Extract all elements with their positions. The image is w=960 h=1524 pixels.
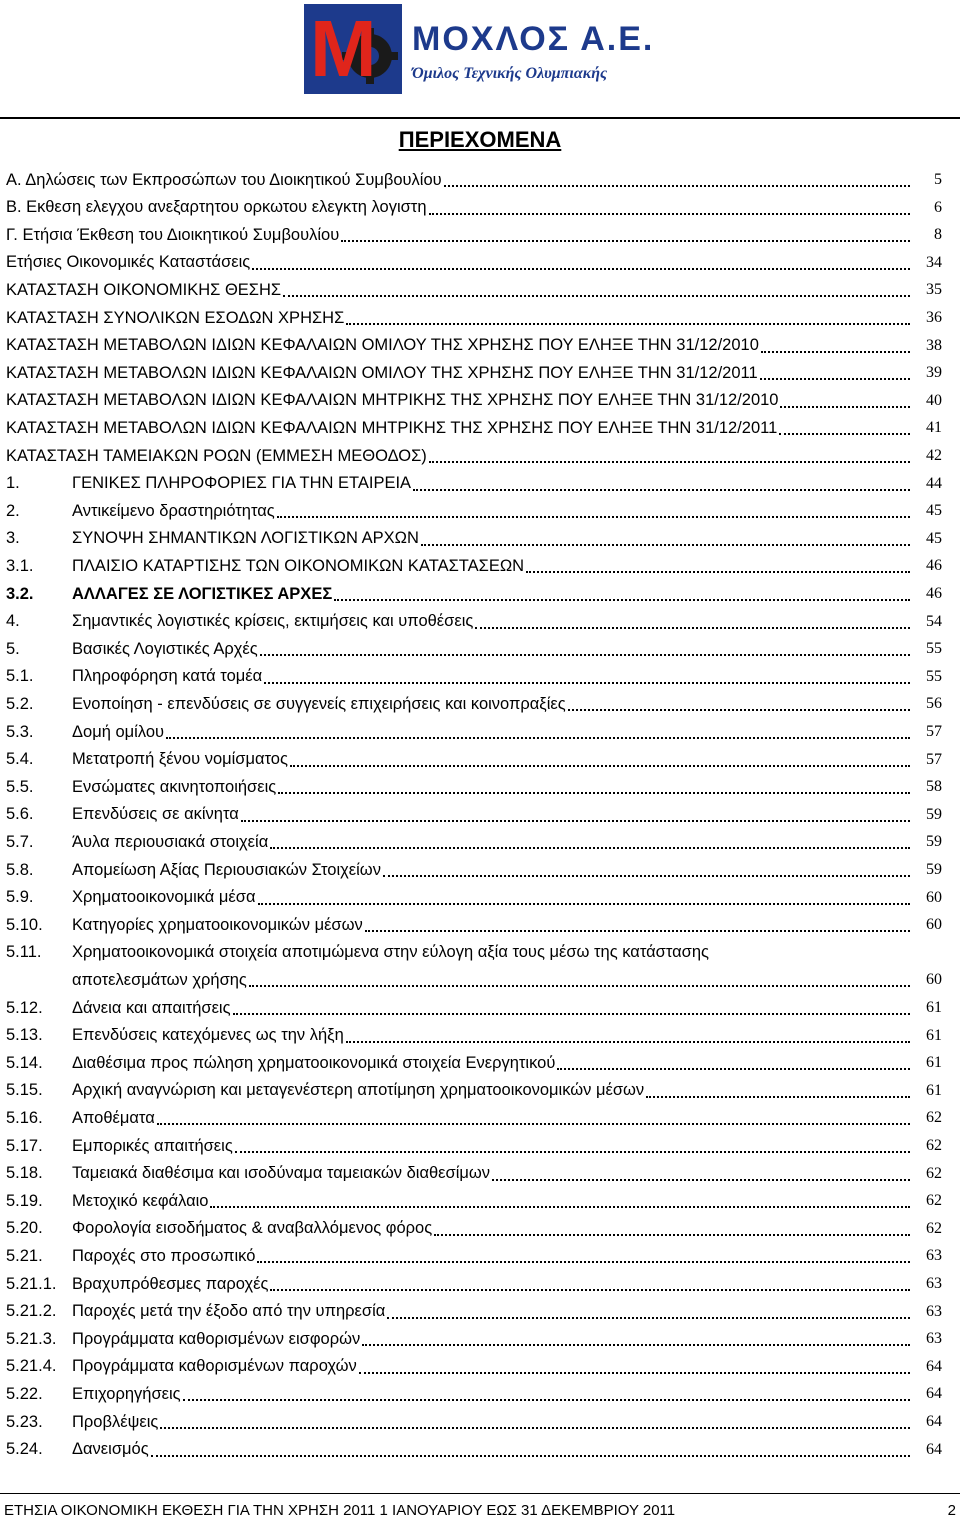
toc-entry[interactable] [0,221,960,249]
toc-dot-leader [429,212,910,215]
toc-entry-text: Αποθέματα [72,1108,155,1127]
toc-dot-leader [421,543,910,546]
toc-entry-text: Αρχική αναγνώριση και μεταγενέστερη αποτίμηση χρηματοοικονομικών μέσων [72,1081,645,1100]
toc-entry[interactable] [0,690,960,718]
toc-entry-page: 64 [926,1357,942,1375]
toc-dot-leader [290,764,910,767]
toc-entry-number: 5.22. [6,1384,43,1403]
toc-entry-page: 62 [926,1219,942,1237]
toc-dot-leader [346,322,910,325]
toc-entry-number: 3.2. [6,584,34,603]
toc-entry-text: Άυλα περιουσιακά στοιχεία [72,832,269,851]
toc-dot-leader [492,1178,910,1181]
toc-entry-number: 5.24. [6,1440,43,1459]
toc-entry-page: 64 [926,1385,942,1403]
toc-dot-leader [387,1316,910,1319]
toc-entry-text: Χρηματοοικονομικά στοιχεία αποτιμώμενα στην εύλογη αξία τους μέσω της κατάστασης [72,943,709,962]
toc-entry-page: 41 [926,419,942,437]
toc-entry[interactable] [0,1298,960,1326]
toc-entry-page: 45 [926,529,942,547]
toc-entry-page: 42 [926,447,942,464]
toc-entry-text: ΚΑΤΑΣΤΑΣΗ ΜΕΤΑΒΟΛΩΝ ΙΔΙΩΝ ΚΕΦΑΛΑΙΩΝ ΜΗΤΡΙΚΗΣ ΤΗΣ ΧΡΗΣΗΣ ΠΟΥ ΕΛΗΞΕ ΤΗΝ 31/12/2011 [6,418,778,437]
toc-entry[interactable] [0,1215,960,1243]
toc-dot-leader [365,929,910,932]
toc-entry-number: 5.12. [6,998,43,1017]
toc-entry[interactable] [0,359,960,387]
toc-entry[interactable] [0,828,960,856]
toc-entry-text: ΣΥΝΟΨΗ ΣΗΜΑΝΤΙΚΩΝ ΛΟΓΙΣΤΙΚΩΝ ΑΡΧΩΝ [72,529,419,548]
toc-entry-number: 5.9. [6,888,34,907]
toc-dot-leader [780,405,910,408]
toc-entry[interactable] [0,663,960,691]
toc-entry-number: 3.1. [6,556,34,575]
toc-entry-text: ΠΛΑΙΣΙΟ ΚΑΤΑΡΤΙΣΗΣ ΤΩΝ ΟΙΚΟΝΟΜΙΚΩΝ ΚΑΤΑΣΤΑΣΕΩΝ [72,556,525,575]
toc-entry-number: 5.7. [6,832,34,851]
toc-entry-page: 57 [926,723,942,740]
toc-entry-page: 61 [926,1081,942,1099]
toc-entry[interactable] [0,332,960,360]
toc-entry-page: 8 [934,226,942,244]
toc-entry-text: Πληροφόρηση κατά τομέα [72,667,263,686]
toc-entry-number: 5.18. [6,1164,43,1183]
toc-dot-leader [341,239,910,242]
toc-entry-page: 34 [926,253,942,271]
toc-entry[interactable] [0,856,960,884]
toc-entry-text: Γ. Ετήσια Έκθεση του Διοικητικού Συμβουλίου [6,225,340,244]
toc-entry-text: Δάνεια και απαιτήσεις [72,998,231,1017]
toc-dot-leader [413,488,910,491]
toc-dot-leader [434,1233,910,1236]
toc-entry-page: 63 [926,1302,942,1320]
toc-entry[interactable] [0,1436,960,1464]
toc-dot-leader [270,846,910,849]
toc-entry-page: 61 [926,999,942,1016]
toc-entry-number: 5.21.4. [6,1357,57,1376]
toc-entry-number: 5.8. [6,860,34,879]
toc-entry[interactable] [0,1049,960,1077]
toc-entry-text: Ταμειακά διαθέσιμα και ισοδύναμα ταμειακών διαθεσίμων [72,1164,491,1183]
company-logo [304,4,666,94]
toc-entry-number: 4. [6,612,20,631]
logo-letter: M [310,4,377,93]
toc-entry-page: 61 [926,1026,942,1044]
toc-entry-text: Σημαντικές λογιστικές κρίσεις, εκτιμήσεις και υποθέσεις [72,612,474,631]
toc-entry-page: 62 [926,1137,942,1154]
toc-entry-text: Ενσώματες ακινητοποιήσεις [72,777,277,796]
toc-entry[interactable] [0,1132,960,1160]
toc-entry-number: 5.2. [6,694,34,713]
toc-entry[interactable] [0,939,960,967]
toc-dot-leader [278,791,910,794]
toc-entry-text: Δανεισμός [72,1440,149,1459]
toc-entry[interactable] [0,166,960,194]
toc-entry-page: 62 [926,1192,942,1210]
toc-dot-leader [383,874,910,877]
toc-entry-page: 60 [926,916,942,934]
toc-entry-number: 5.17. [6,1136,43,1155]
toc-entry-number: 5.10. [6,915,43,934]
toc-entry-page: 44 [926,474,942,492]
toc-entry-page: 39 [926,364,942,382]
toc-entry-number: 2. [6,501,20,520]
toc-entry-number: 5.11. [6,943,42,962]
toc-entry[interactable] [0,608,960,636]
toc-entry-text: Βασικές Λογιστικές Αρχές [72,639,258,658]
toc-dot-leader [157,1122,910,1125]
toc-entry-text: Επιχορηγήσεις [72,1384,181,1403]
toc-entry-page: 38 [926,336,942,354]
toc-entry[interactable] [0,525,960,553]
toc-entry-text: Χρηματοοικονομικά μέσα [72,888,256,907]
toc-entry-text: Δομή ομίλου [72,722,165,741]
toc-entry-text: ΚΑΤΑΣΤΑΣΗ ΜΕΤΑΒΟΛΩΝ ΙΔΙΩΝ ΚΕΦΑΛΑΙΩΝ ΜΗΤΡΙΚΗΣ ΤΗΣ ΧΡΗΣΗΣ ΠΟΥ ΕΛΗΞΕ ΤΗΝ 31/12/2010 [6,391,779,410]
toc-dot-leader [258,902,911,905]
toc-entry-number: 5.1. [6,667,34,686]
toc-entry-text: Κατηγορίες χρηματοοικονομικών μέσων [72,915,363,934]
toc-dot-leader [260,653,910,656]
footer-divider [0,1493,960,1494]
toc-entry[interactable] [0,1408,960,1436]
toc-entry-text: Μετοχικό κεφάλαιο [72,1191,209,1210]
toc-entry-number: 1. [6,474,20,493]
toc-entry-text: Β. Εκθεση ελεγχου ανεξαρτητου ορκωτου ελεγκτη λογιστη [6,198,427,217]
toc-entry-number: 5.23. [6,1412,43,1431]
toc-entry-page: 62 [926,1109,942,1127]
toc-entry[interactable] [0,580,960,608]
toc-entry-page: 55 [926,667,942,685]
toc-entry[interactable] [0,1160,960,1188]
toc-entry-page: 61 [926,1054,942,1072]
toc-entry-number: 5.21. [6,1246,43,1265]
toc-entry-page: 64 [926,1413,942,1430]
toc-entry-number: 5.6. [6,805,34,824]
footer-report-title: ΕΤΗΣΙΑ ΟΙΚΟΝΟΜΙΚΗ ΕΚΘΕΣΗ ΓΙΑ ΤΗΝ ΧΡΗΣΗ 2011 1 ΙΑΝΟΥΑΡΙΟΥ ΕΩΣ 31 ΔΕΚΕΜΒΡΙΟΥ 2011 [4,1502,676,1519]
toc-dot-leader [257,1260,910,1263]
toc-entry-text: Παροχές μετά την έξοδο από την υπηρεσία [72,1302,386,1321]
toc-entry-page: 62 [926,1164,942,1182]
toc-entry-text: Προγράμματα καθορισμένων εισφορών [72,1329,361,1348]
toc-entry-number: 5.16. [6,1108,43,1127]
toc-dot-leader [151,1454,910,1457]
toc-entry[interactable] [0,1353,960,1381]
toc-dot-leader [779,432,910,435]
toc-entry-text: ΑΛΛΑΓΕΣ ΣΕ ΛΟΓΙΣΤΙΚΕΣ ΑΡΧΕΣ [72,584,333,603]
toc-entry-text: ΚΑΤΑΣΤΑΣΗ ΜΕΤΑΒΟΛΩΝ ΙΔΙΩΝ ΚΕΦΑΛΑΙΩΝ ΟΜΙΛΟΥ ΤΗΣ ΧΡΗΣΗΣ ΠΟΥ ΕΛΗΞΕ ΤΗΝ 31/12/2010 [6,336,759,355]
toc-entry-text: αποτελεσμάτων χρήσης [72,970,247,989]
toc-dot-leader [362,1343,910,1346]
toc-entry-page: 59 [926,805,942,823]
toc-entry[interactable] [0,1104,960,1132]
toc-entry[interactable] [0,387,960,415]
toc-entry-number: 5.5. [6,777,34,796]
toc-entry[interactable] [0,1242,960,1270]
toc-dot-leader [166,736,910,739]
toc-entry[interactable] [0,773,960,801]
page-footer [0,1500,960,1524]
toc-entry-page: 6 [934,198,942,216]
toc-entry[interactable] [0,635,960,663]
toc-entry-text: Επενδύσεις σε ακίνητα [72,805,239,824]
toc-entry-page: 59 [926,833,942,851]
toc-entry[interactable] [0,1022,960,1050]
toc-dot-leader [241,819,910,822]
toc-entry-number: 5.15. [6,1081,43,1100]
toc-entry[interactable] [0,1077,960,1105]
toc-entry-text: Προγράμματα καθορισμένων παροχών [72,1357,357,1376]
page-header [0,0,960,120]
toc-dot-leader [233,1012,910,1015]
toc-entry-text: Επενδύσεις κατεχόμενες ως την λήξη [72,1026,344,1045]
toc-dot-leader [334,598,910,601]
toc-entry-number: 5.21.1. [6,1274,57,1293]
toc-dot-leader [444,184,910,187]
toc-dot-leader [568,708,910,711]
toc-entry[interactable] [0,552,960,580]
toc-entry[interactable] [0,194,960,222]
toc-entry-text: Προβλέψεις [72,1412,159,1431]
toc-entry[interactable] [0,1380,960,1408]
toc-entry[interactable] [0,994,960,1022]
toc-dot-leader [249,984,910,987]
toc-entry-page: 46 [926,557,942,575]
toc-entry-number: 5.21.2. [6,1302,57,1321]
toc-entry[interactable] [0,414,960,442]
toc-entry-text: ΚΑΤΑΣΤΑΣΗ ΤΑΜΕΙΑΚΩΝ ΡΟΩΝ (ΕΜΜΕΣΗ ΜΕΘΟΔΟΣ) [6,446,427,465]
toc-entry-text: Απομείωση Αξίας Περιουσιακών Στοιχείων [72,860,381,879]
toc-dot-leader [183,1398,910,1401]
toc-dot-leader [429,460,910,463]
toc-dot-leader [475,626,910,629]
toc-entry-number: 3. [6,529,20,548]
toc-entry-page: 63 [926,1330,942,1348]
toc-dot-leader [646,1095,910,1098]
toc-entry-number: 5.21.3. [6,1329,57,1348]
toc-entry[interactable] [0,470,960,498]
toc-dot-leader [270,1288,910,1291]
toc-entry[interactable] [0,718,960,746]
toc-entry-page: 54 [926,612,942,630]
toc-entry-page: 46 [926,585,942,602]
toc-entry[interactable] [0,911,960,939]
toc-entry-text: Αντικείμενο δραστηριότητας [72,501,275,520]
toc-dot-leader [346,1040,910,1043]
toc-entry-number: 5.20. [6,1219,43,1238]
toc-dot-leader [760,377,910,380]
toc-entry-text: Ετήσιες Οικονομικές Καταστάσεις [6,253,251,272]
toc-entry-number: 5.13. [6,1026,43,1045]
toc-entry[interactable] [0,497,960,525]
toc-entry-page: 56 [926,695,942,713]
toc-entry-page: 59 [926,861,942,878]
toc-entry-page: 40 [926,391,942,409]
toc-entry-number: 5.3. [6,722,34,741]
toc-entry-page: 5 [934,171,942,188]
toc-entry[interactable] [0,1325,960,1353]
toc-dot-leader [235,1150,910,1153]
toc-entry-continuation[interactable] [0,966,960,994]
toc-entry-text: ΚΑΤΑΣΤΑΣΗ ΟΙΚΟΝΟΜΙΚΗΣ ΘΕΣΗΣ [6,280,282,299]
toc-entry-text: ΓΕΝΙΚΕΣ ΠΛΗΡΟΦΟΡΙΕΣ ΓΙΑ ΤΗΝ ΕΤΑΙΡΕΙΑ [72,474,412,493]
toc-entry-page: 35 [926,281,942,299]
toc-entry-text: Φορολογία εισοδήματος & αναβαλλόμενος φόρος [72,1219,433,1238]
toc-dot-leader [252,267,910,270]
toc-entry-page: 63 [926,1275,942,1292]
toc-entry-text: ΚΑΤΑΣΤΑΣΗ ΜΕΤΑΒΟΛΩΝ ΙΔΙΩΝ ΚΕΦΑΛΑΙΩΝ ΟΜΙΛΟΥ ΤΗΣ ΧΡΗΣΗΣ ΠΟΥ ΕΛΗΞΕ ΤΗΝ 31/12/2011 [6,363,758,382]
toc-entry[interactable] [0,249,960,277]
toc-entry-text: Α. Δηλώσεις των Εκπροσώπων του Διοικητικού Συμβουλίου [6,170,442,189]
toc-entry[interactable] [0,276,960,304]
toc-dot-leader [557,1067,910,1070]
toc-entry-number: 5. [6,639,20,658]
toc-entry-page: 58 [926,778,942,796]
toc-entry[interactable] [0,746,960,774]
toc-entry[interactable] [0,442,960,470]
toc-entry-number: 5.19. [6,1191,43,1210]
toc-entry-text: Βραχυπρόθεσμες παροχές [72,1274,269,1293]
toc-entry-text: Εμπορικές απαιτήσεις [72,1136,233,1155]
toc-entry[interactable] [0,1187,960,1215]
toc-dot-leader [210,1205,910,1208]
toc-entry-page: 55 [926,640,942,658]
toc-entry[interactable] [0,1270,960,1298]
toc-entry-page: 60 [926,971,942,989]
toc-entry-number: 5.4. [6,750,34,769]
toc-dot-leader [526,570,910,573]
logo-subtitle: Όμιλος Τεχνικής Ολυμπιακής [412,65,608,82]
toc-entry-page: 57 [926,750,942,768]
toc-entry-page: 60 [926,888,942,906]
toc-entry-page: 63 [926,1247,942,1265]
toc-entry[interactable] [0,884,960,912]
toc-dot-leader [277,515,910,518]
toc-entry[interactable] [0,801,960,829]
toc-entry-number: 5.14. [6,1053,43,1072]
toc-entry-text: Διαθέσιμα προς πώληση χρηματοοικονομικά στοιχεία Ενεργητικού [72,1053,556,1072]
toc-entry-page: 64 [926,1440,942,1458]
toc-dot-leader [283,294,910,297]
toc-title: ΠΕΡΙΕΧΟΜΕΝΑ [398,127,562,152]
toc-entry-text: Ενοποίηση - επενδύσεις σε συγγενείς επιχειρήσεις και κοινοπραξίες [72,694,566,713]
toc-entry-page: 45 [926,502,942,520]
toc-entry-text: Μετατροπή ξένου νομίσματος [72,750,288,769]
header-divider [0,117,960,119]
toc-entry-text: Παροχές στο προσωπικό [72,1246,256,1265]
logo-company-name: ΜΟΧΛΟΣ Α.Ε. [412,20,655,58]
toc-dot-leader [264,681,910,684]
toc-dot-leader [160,1426,910,1429]
toc-entry[interactable] [0,304,960,332]
footer-page-number: 2 [947,1502,956,1519]
toc-entry-page: 36 [926,309,942,326]
toc-dot-leader [761,350,910,353]
toc-dot-leader [359,1371,910,1374]
toc-entry-text: ΚΑΤΑΣΤΑΣΗ ΣΥΝΟΛΙΚΩΝ ΕΣΟΔΩΝ ΧΡΗΣΗΣ [6,308,345,327]
